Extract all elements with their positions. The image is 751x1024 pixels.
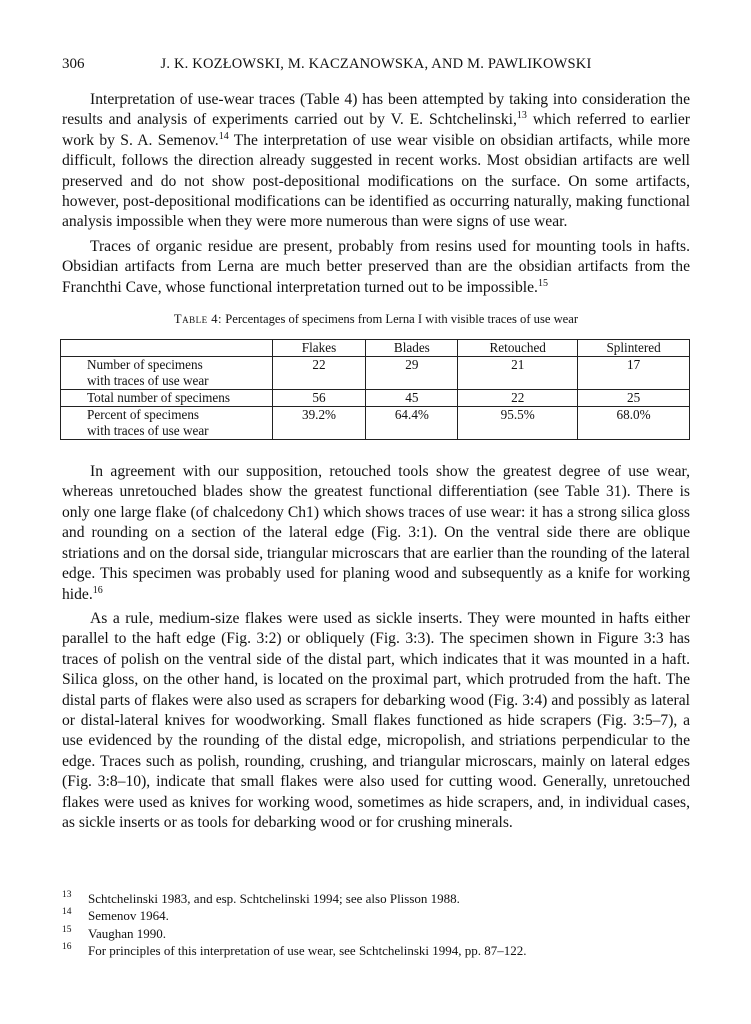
table-cell: 17 <box>578 357 690 390</box>
table-cell: 56 <box>272 390 366 407</box>
table-cell: 68.0% <box>578 407 690 440</box>
column-header: Blades <box>366 340 458 357</box>
row-label: Number of specimens with traces of use wear <box>61 357 273 390</box>
table-caption <box>62 312 690 327</box>
running-head: J. K. KOZŁOWSKI, M. KACZANOWSKA, AND M. PAWLIKOWSKI <box>160 56 592 72</box>
table-cell: 64.4% <box>366 407 458 440</box>
column-header: Splintered <box>578 340 690 357</box>
table-label: Table 4: <box>173 312 223 327</box>
footnote: 16 For principles of this interpretation of use wear, see Schtchelinski 1994, pp. 87–122. <box>62 942 527 959</box>
column-header: Retouched <box>458 340 578 357</box>
table-cell: 21 <box>458 357 578 390</box>
table-cell: 95.5% <box>458 407 578 440</box>
table-corner-cell <box>61 340 273 357</box>
footnote-ref-14: 14 <box>218 130 229 142</box>
table-header-row <box>61 340 690 357</box>
paragraph-use-wear-interpretation: Interpretation of use-wear traces (Table 4) has been attempted by taking into consideration the results and analysis of experiments carried out by V. E. Schtchelinski,$^{13}$ which referred to earlier work by S. A. Semenov.$^{14}$ The interpretation of use wear visible on obsidian artifacts, while more difficult, follows the direction already suggested in recent works. Most obsidian artifacts are well preserved and do not show post-depositional modifications on the surface. On some artifacts, however, post-depositional modifications can be identified as occurring naturally, making functional analysis impossible when they were more numerous than were signs of use wear. <box>62 91 691 231</box>
footnote: 13 Schtchelinski 1983, and esp. Schtchelinski 1994; see also Plisson 1988. <box>62 890 460 906</box>
column-header: Flakes <box>272 340 366 357</box>
article-body <box>62 90 690 837</box>
paragraph-sickle-inserts: As a rule, medium-size flakes were used as sickle inserts. They were mounted in hafts either parallel to the haft edge (Fig. 3:2) or obliquely (Fig. 3:3). The specimen shown in Figure 3:3 has traces of polish on the ventral side of the distal part, which indicates that it was mounted in a haft. Silica gloss, on the other hand, is located on the proximal part, which protruded from the haft. The distal parts of flakes were also used as scrapers for debarking wood (Fig. 3:4) and possibly as lateral or distal-lateral knives for woodworking. Small flakes functioned as hide scrapers (Fig. 3:5–7), a use evidenced by the rounding of the distal edge, micropolish, and striations perpendicular to the edge. Traces such as polish, rounding, crushing, and triangular microscars, mainly on lateral edges (Fig. 3:8–10), indicate that small flakes were also used for cutting wood. Generally, unretouched flakes were used as knives for working wood, sometimes as hide scrapers, and, in individual cases, as sickle inserts or as tools for debarking wood or for crushing minerals. <box>62 609 690 831</box>
page-header <box>62 56 690 76</box>
table-cell: 45 <box>366 390 458 407</box>
table-row <box>61 390 690 407</box>
table-cell: 22 <box>272 357 366 390</box>
footnote: 14 Semenov 1964. <box>62 907 169 924</box>
row-label: Total number of specimens <box>61 390 273 407</box>
row-label: Percent of specimens with traces of use wear <box>61 407 273 440</box>
footnotes <box>62 890 690 960</box>
table-title: Percentages of specimens from Lerna I with visible traces of use wear <box>225 312 579 327</box>
paragraph-retouched-tools: In agreement with our supposition, retouched tools show the greatest degree of use wear, whereas unretouched blades show the greatest functional differentiation (see Table 31). There is only one large flake (of chalcedony Ch1) which shows traces of use wear: it has a strong silica gloss and rounding on a section of the lateral edge (Fig. 3:1). On the ventral side there are oblique striations and on the dorsal side, triangular microscars that are earlier than the rounding of the lateral edge. This specimen was probably used for planing wood and subsequently as a knife for working hide.$^{16}$ <box>62 463 690 603</box>
table-cell: 39.2% <box>272 407 366 440</box>
use-wear-table <box>60 339 690 440</box>
table-cell: 22 <box>458 390 578 407</box>
paragraph-organic-residue: Traces of organic residue are present, probably from resins used for mounting tools in hafts. Obsidian artifacts from Lerna are much better preserved than are the obsidian artifacts from the Franchthi Cave, whose functional interpretation turned out to be impossible.$^{15}$ <box>62 237 690 296</box>
table-4 <box>62 312 690 440</box>
table-row <box>61 407 690 440</box>
table-cell: 29 <box>366 357 458 390</box>
footnote-ref-16: 16 <box>92 584 103 596</box>
footnote-ref-15: 15 <box>537 277 548 289</box>
footnote-ref-13: 13 <box>516 110 527 122</box>
footnote: 15 Vaughan 1990. <box>62 924 166 941</box>
table-cell: 25 <box>578 390 690 407</box>
page-number: 306 <box>62 56 85 72</box>
table-row <box>61 357 690 390</box>
